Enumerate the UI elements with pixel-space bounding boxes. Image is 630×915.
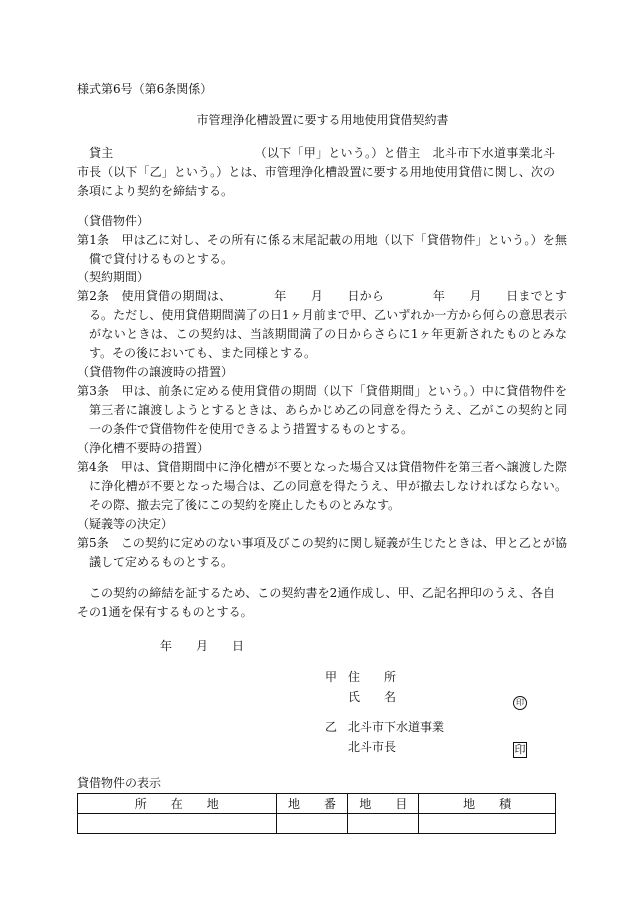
seal-square-icon: 印 bbox=[514, 743, 526, 756]
article-2-heading: （契約期間） bbox=[77, 270, 150, 284]
article-4-heading: （浄化槽不要時の措置） bbox=[77, 441, 210, 455]
header-lot-number: 地 番 bbox=[276, 794, 348, 814]
party-a-name-label: 氏 名 bbox=[348, 690, 397, 704]
preamble-paragraph: 貸主 （以下「甲」という。）と借主 北斗市下水道事業北斗市長（以下「乙」という。）とは、市管理浄化槽設置に要する用地使用貸借に関し、次の条項により契約を締結する。 bbox=[77, 146, 555, 198]
article-1-text: 第1条 甲は乙に対し、その所有に係る末尾記載の用地（以下「貸借物件」という。）を無償で貸付けるものとする。 bbox=[77, 233, 567, 266]
party-a-label: 甲 bbox=[325, 670, 338, 684]
property-data-row bbox=[78, 814, 556, 834]
form-number: 様式第6号（第6条関係） bbox=[77, 82, 213, 96]
cell-land-category[interactable] bbox=[348, 814, 419, 834]
article-5-heading: （疑義等の決定） bbox=[77, 517, 174, 531]
closing-paragraph: この契約の締結を証するため、この契約書を2通作成し、甲、乙記名押印のうえ、各自その1通を保有するものとする。 bbox=[77, 586, 555, 619]
party-a-address-label: 住 所 bbox=[348, 670, 397, 684]
article-1-heading: （貸借物件） bbox=[77, 214, 150, 228]
cell-lot-number[interactable] bbox=[276, 814, 348, 834]
property-table bbox=[77, 793, 556, 834]
property-caption: 貸借物件の表示 bbox=[77, 776, 162, 790]
cell-location[interactable] bbox=[78, 814, 277, 834]
party-b-seal-mark bbox=[513, 738, 527, 758]
document-title: 市管理浄化槽設置に要する用地使用貸借契約書 bbox=[196, 113, 449, 127]
party-b-label: 乙 bbox=[325, 720, 338, 734]
property-header-row bbox=[78, 794, 556, 814]
article-3-text: 第3条 甲は、前条に定める使用貸借の期間（以下「貸借期間」という。）中に貸借物件を第三者に譲渡しようとするときは、あらかじめ乙の同意を得たうえ、乙がこの契約と同一の条件で貸借物件を使用できるよう措置するものとする。 bbox=[77, 384, 567, 436]
seal-circle-icon: 印 bbox=[513, 696, 527, 710]
cell-area[interactable] bbox=[419, 814, 556, 834]
article-4-text: 第4条 甲は、貸借期間中に浄化槽が不要となった場合又は貸借物件を第三者へ譲渡した際に浄化槽が不要となった場合は、乙の同意を得たうえ、甲が撤去しなければならない。その際、撤去完了後にこの契約を廃止したものとみなす。 bbox=[77, 460, 567, 512]
article-3-heading: （貸借物件の譲渡時の措置） bbox=[77, 365, 234, 379]
article-2-text: 第2条 使用貸借の期間は、 年 月 日から 年 月 日までとする。ただし、使用貸借期間満了の日1ヶ月前まで甲、乙いずれか一方から何らの意思表示がないときは、この契約は、当該期間満了の日からさらに1ヶ年更新されたものとみなす。その後においても、また同様とする。 bbox=[77, 289, 567, 360]
party-a-seal-mark bbox=[513, 690, 527, 710]
party-b-organization: 北斗市下水道事業 bbox=[348, 720, 445, 734]
contract-date-line: 年 月 日 bbox=[160, 639, 245, 653]
party-b-title: 北斗市長 bbox=[348, 740, 397, 754]
header-area: 地 積 bbox=[419, 794, 556, 814]
header-location: 所 在 地 bbox=[78, 794, 277, 814]
header-land-category: 地 目 bbox=[348, 794, 419, 814]
article-5-text: 第5条 この契約に定めのない事項及びこの契約に関し疑義が生じたときは、甲と乙とが協議して定めるものとする。 bbox=[77, 536, 567, 569]
